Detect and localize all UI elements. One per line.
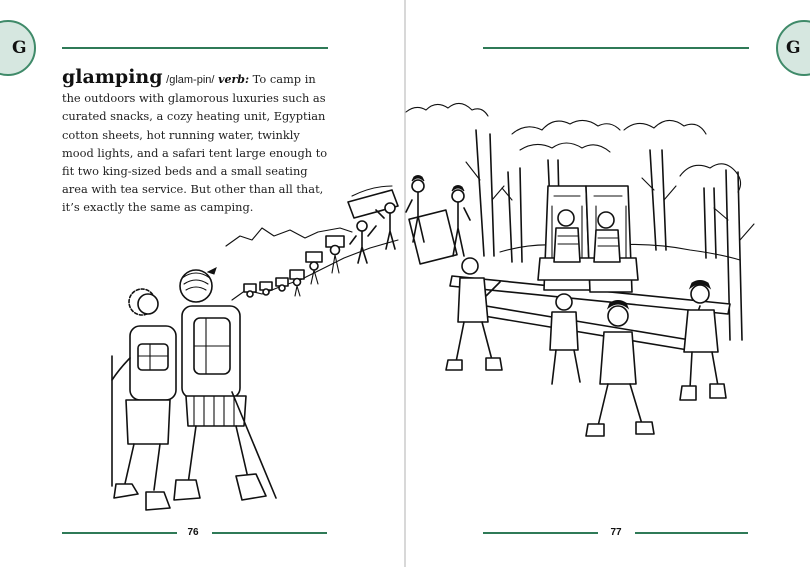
hiker-with-cap <box>174 268 276 500</box>
bearer-front-center <box>586 301 654 437</box>
hiker-curly-hair <box>112 289 176 510</box>
litter-bearers-illustration-icon <box>406 103 754 436</box>
distant-porters-group <box>244 236 344 297</box>
twin-thrones <box>538 186 638 292</box>
letter-tab-left-label: G <box>12 38 27 58</box>
entry-part-of-speech: verb: <box>218 73 250 86</box>
couch-porters-group <box>348 186 398 263</box>
wardrobe-porters-group <box>406 176 470 264</box>
bearer-front-right <box>680 281 726 401</box>
bearer-middle <box>550 294 580 384</box>
entry-pronunciation: /glam-pin/ <box>166 74 215 86</box>
entry-headword: glamping <box>62 66 163 88</box>
letter-tab-right-label: G <box>786 38 801 58</box>
hikers-illustration-icon <box>112 176 470 511</box>
page-number-right: 77 <box>610 527 622 538</box>
entry-definition: To camp in the outdoors with glamorous luxuries such as curated snacks, a cozy heating unit, Egyptian cotton sheets, hot running water, twinkly mood lights, and a safari tent large enough to fit two king-sized beds and a small seating area with tea service. But other than all that, it’s exactly the same as camping. <box>62 72 328 215</box>
page-number-left: 76 <box>187 527 199 538</box>
